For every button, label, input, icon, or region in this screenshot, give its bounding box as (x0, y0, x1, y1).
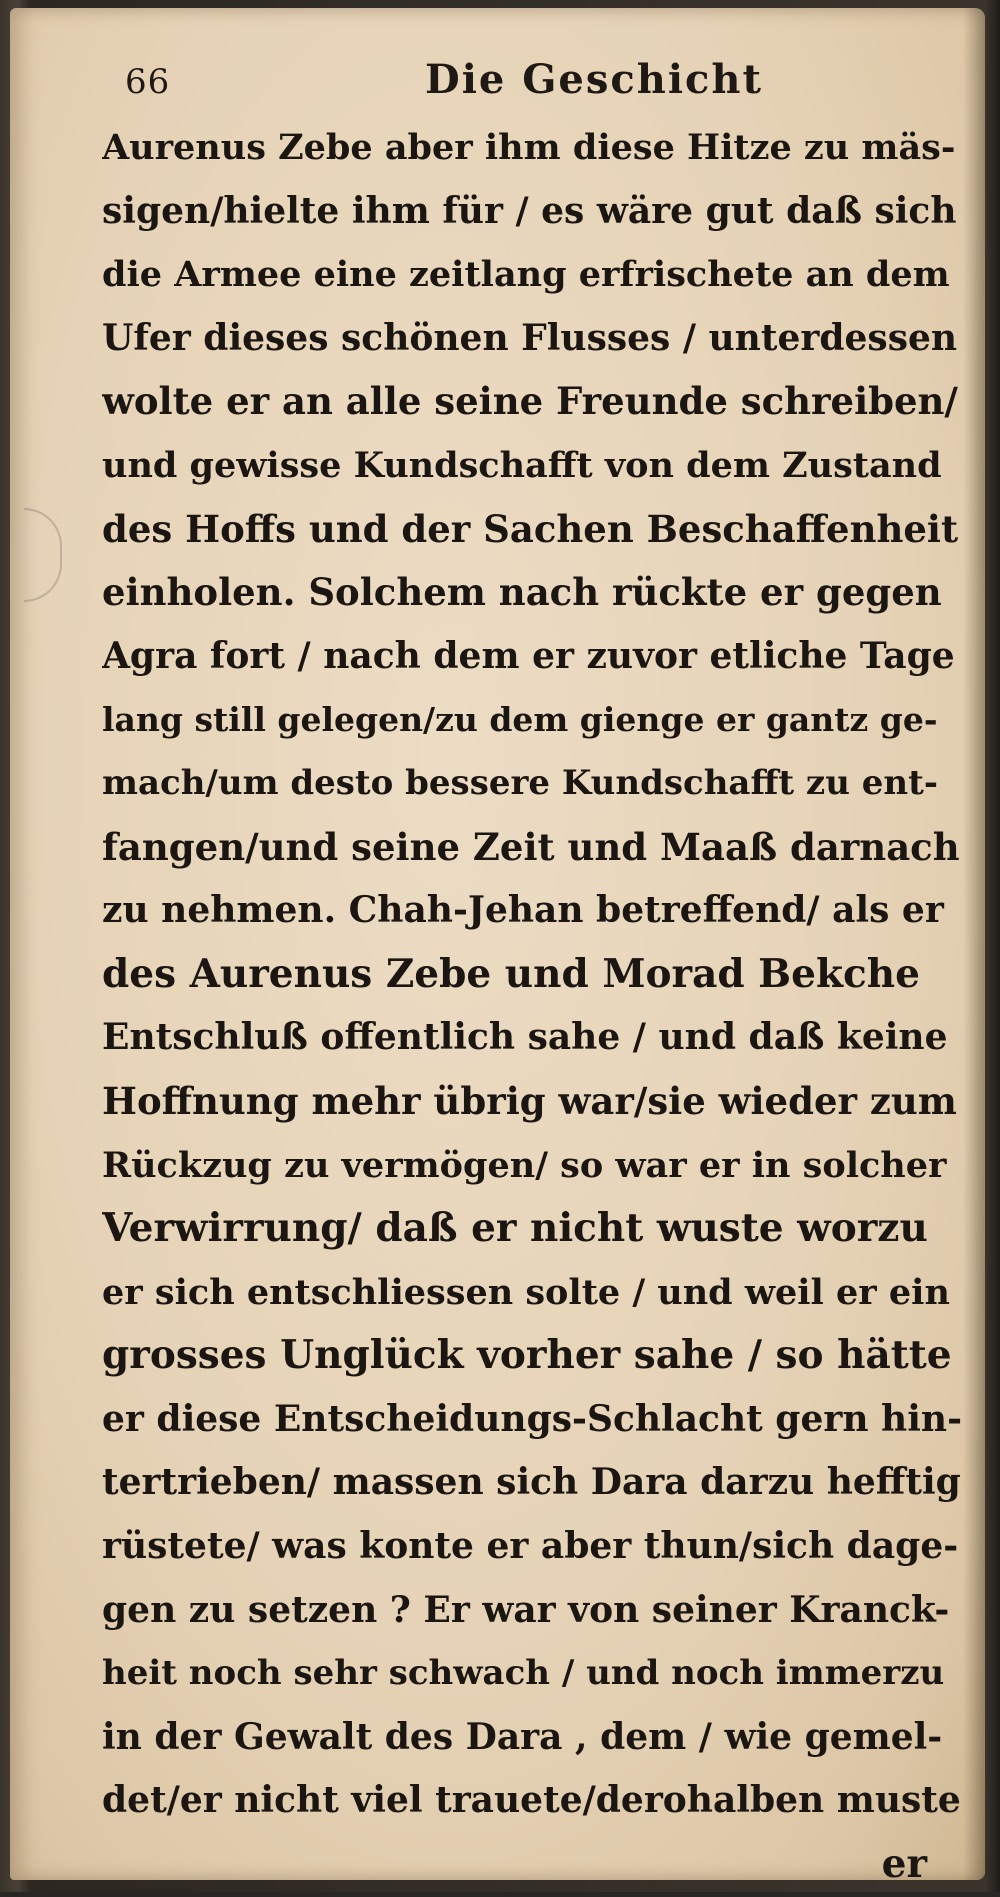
text-line: Aurenus Zebe aber ihm diese Hitze zu mäs- (102, 127, 956, 168)
text-line: fangen/und seine Zeit und Maaß darnach (102, 824, 960, 869)
margin-stain-mark (24, 508, 62, 602)
catchword: er (881, 1841, 927, 1888)
text-line: wolte er an alle seine Freunde schreiben/ (102, 379, 958, 424)
text-line: Ufer dieses schönen Flusses / unterdessen (102, 316, 958, 359)
body-text (102, 116, 962, 1897)
running-head-title: Die Geschicht (425, 56, 763, 103)
text-line: die Armee eine zeitlang erfrischete an dem (102, 254, 950, 296)
text-line: Entschluß offentlich sahe / und daß keine (102, 1016, 948, 1059)
text-line: zu nehmen. Chah-Jehan betreffend/ als er (102, 889, 944, 932)
text-line: des Hoffs und der Sachen Beschaffenheit (102, 506, 959, 551)
text-line: er diese Entscheidungs-Schlacht gern hin- (102, 1397, 962, 1440)
text-line: det/er nicht viel trauete/derohalben muste (102, 1779, 961, 1822)
text-line: lang still gelegen/zu dem gienge er gantz ge- (102, 700, 938, 740)
text-line: des Aurenus Zebe und Morad Bekche (102, 950, 920, 997)
text-line: rüstete/ was konte er aber thun/sich dage- (102, 1525, 959, 1568)
text-line: er sich entschliessen solte / und weil er ein (102, 1271, 950, 1313)
text-line: in der Gewalt des Dara , dem / wie gemel- (102, 1715, 943, 1758)
text-line: Agra fort / nach dem er zuvor etliche Tage (102, 634, 955, 677)
page-number: 66 (125, 62, 171, 102)
text-line: grosses Unglück vorher sahe / so hätte (102, 1332, 952, 1379)
text-line: und gewisse Kundschafft von dem Zustand (102, 444, 942, 486)
text-line: heit noch sehr schwach / und noch immerzu (102, 1653, 945, 1694)
text-line: sigen/hielte ihm für / es wäre gut daß sich (102, 189, 957, 232)
text-line: Verwirrung/ daß er nicht wuste worzu (102, 1205, 928, 1252)
running-head (125, 56, 885, 116)
text-line: Rückzug zu vermögen/ so war er in solcher (102, 1144, 947, 1186)
text-line: Hoffnung mehr übrig war/sie wieder zum (102, 1078, 957, 1123)
book-page (10, 8, 985, 1888)
text-line: mach/um desto bessere Kundschafft zu ent- (102, 762, 938, 803)
text-line: einholen. Solchem nach rückte er gegen (102, 570, 942, 615)
text-line: gen zu setzen ? Er war von seiner Kranck- (102, 1588, 950, 1631)
text-line: tertrieben/ massen sich Dara darzu hefftig (102, 1461, 961, 1504)
page-gutter-shadow (963, 8, 985, 1880)
